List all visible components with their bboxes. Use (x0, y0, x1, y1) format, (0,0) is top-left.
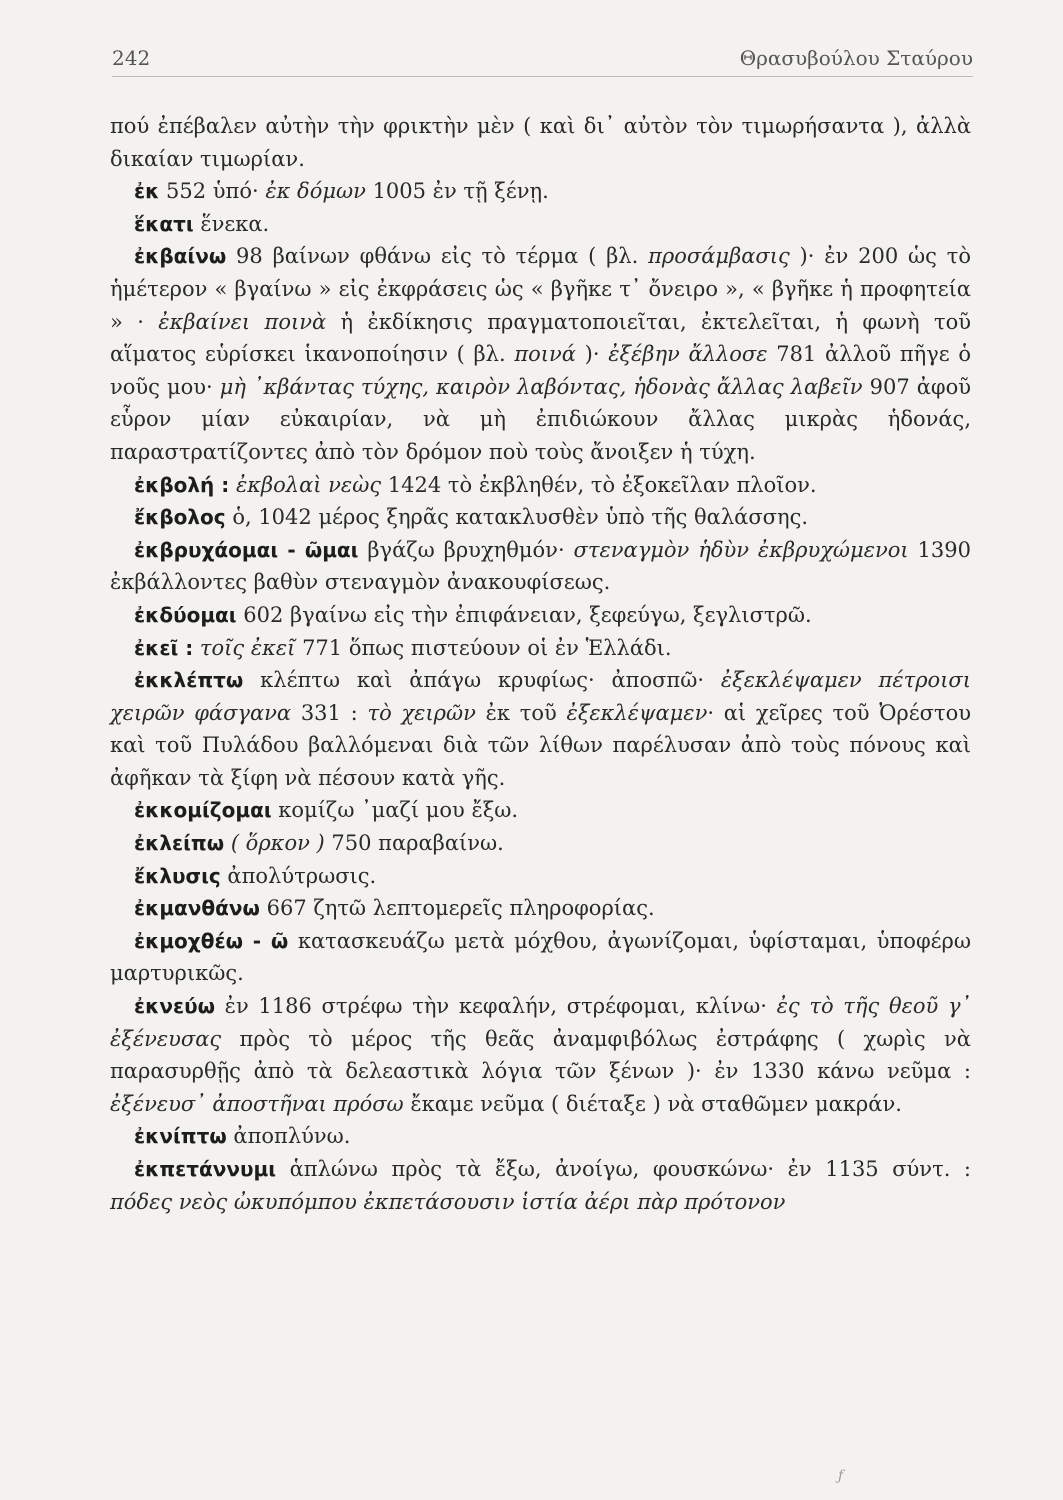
entry-ekei (110, 632, 971, 665)
entry-eknipto (110, 1120, 971, 1153)
entry-text: πρὸς τὸ μέρος τῆς θεᾶς ἀναμφιβόλως ἐστράφης ( χωρὶς νὰ παρασυρθῇς ἀπὸ τὰ δελεαστικὰ λόγια τῶν ξένων )· ἐν 1330 κάνω νεῦμα : (110, 1026, 971, 1084)
headword: ἐκβαίνω (134, 244, 227, 269)
page-number: 242 (112, 46, 151, 70)
entry-ekbaino (110, 240, 971, 468)
entry-text: ἐκ τοῦ (475, 700, 567, 725)
quotation: ποινά (514, 342, 576, 367)
quotation: ἐκ δόμων (265, 179, 366, 204)
entry-text: 1390 ἐκβάλλοντες βαθὺν στεναγμὸν ἀνακουφίσεως. (110, 537, 971, 595)
entry-text: ἔκαμε νεῦμα ( διέταξε ) νὰ σταθῶμεν μακράν. (403, 1091, 902, 1116)
entry-ekbole (110, 469, 971, 502)
quotation: ἐς τὸ τῆς θεοῦ γ᾽ ἐξένευσας (110, 994, 971, 1051)
headword: ἔκβολος (134, 505, 226, 530)
quotation: ἐξεκλέψαμεν πέτροισι χειρῶν φάσγανα (110, 668, 971, 725)
entry-text: )· (575, 342, 609, 367)
entry-text: ἀπολύτρωσις. (220, 863, 377, 888)
headword: ἐκλείπω (134, 831, 225, 856)
quotation: τοῖς ἐκεῖ (193, 635, 296, 660)
headword: ἐκνίπτω (134, 1124, 227, 1149)
text-line: ἀλλὰ δικαίαν τιμωρίαν. (110, 114, 971, 171)
headword: ἕκατι (134, 211, 194, 236)
quotation: πόδες νεὸς ὠκυπόμπου ἐκπετάσουσιν ἱστία ἀέρι πὰρ πρότονον (110, 1189, 786, 1214)
entry-text: ἐν 1186 στρέφω τὴν κεφαλήν, στρέφομαι, κλίνω· (215, 994, 777, 1019)
headword: ἐκβολή : (134, 472, 230, 497)
entry-text: 667 ζητῶ λεπτομερεῖς πληροφορίας. (259, 896, 655, 921)
headword: ἐκκομίζομαι (134, 798, 272, 823)
entry-ekdyomai (110, 599, 971, 632)
headword: ἐκμοχθέω - ῶ (134, 928, 289, 953)
entry-text: ἀποπλύνω. (226, 1124, 351, 1149)
entry-ekati (110, 208, 971, 241)
entry-ekleipo (110, 827, 971, 860)
entry-ekpetannymi (110, 1153, 971, 1218)
entry-text: 98 βαίνων φθάνω εἰς τὸ τέρμα ( βλ. (226, 244, 649, 269)
entry-text: 771 ὅπως πιστεύουν οἱ ἐν Ἑλλάδι. (295, 635, 672, 660)
quotation: τὸ χειρῶν (367, 700, 476, 725)
entry-text: κατασκευάζω μετὰ μόχθου, ἀγωνίζομαι, ὑφίσταμαι, ὑποφέρω μαρτυρικῶς. (110, 928, 971, 986)
entry-text: κομίζω ᾽μαζί μου ἔξω. (271, 798, 519, 823)
headword: ἐκεῖ : (134, 635, 194, 660)
entry-text: 331 : (291, 700, 368, 725)
quotation: ἐξέβην ἄλλοσε (608, 342, 768, 367)
entry-text: 602 βγαίνω εἰς τὴν ἐπιφάνειαν, ξεφεύγω, ξεγλιστρῶ. (236, 602, 812, 627)
entry-eklysis (110, 860, 971, 893)
entry-ek (110, 175, 971, 208)
quotation: ( ὅρκον ) (224, 831, 325, 856)
entry-text: 907 ἀφοῦ εὗρον μίαν εὐκαιρίαν, νὰ μὴ ἐπιδιώκουν ἄλλας μικρὰς ἡδονάς, παραστρατίζοντες ἀπὸ τὸν δρόμον ποὺ τοὺς ἄνοιξεν ἡ τύχη. (110, 374, 971, 464)
entry-text: 1424 τὸ ἐκβληθέν, τὸ ἐξοκεῖλαν πλοῖον. (381, 472, 817, 497)
entry-ekkomizomai (110, 794, 971, 827)
quotation: ἐκβολαὶ νεὼς (229, 472, 382, 497)
headword: ἐκπετάννυμι (134, 1157, 277, 1181)
entry-text: 781 ἀλλοῦ πῆγε ὁ νοῦς μου· (110, 342, 971, 399)
entry-text: ἡ ἐκδίκησις πραγματοποιεῖται, ἐκτελεῖται, ἡ φωνὴ τοῦ αἵματος εὑρίσκει ἱκανοποίησιν ( βλ. (110, 309, 971, 367)
page-header (112, 40, 973, 77)
text-line: πού ἐπέβαλεν αὐτὴν τὴν φρικτὴν μὲν ( καὶ δι᾽ αὐτὸν τὸν τιμωρήσαντα ), (110, 114, 908, 138)
continuation-paragraph (110, 110, 971, 175)
headword: ἐκ (134, 179, 160, 204)
quotation: ἐξεκλέψαμεν (566, 700, 708, 725)
headword: ἔκλυσις (134, 863, 221, 888)
entry-text: ἕνεκα. (193, 211, 270, 236)
entry-text: κλέπτω καὶ ἀπάγω κρυφίως· ἀποσπῶ· (243, 668, 721, 693)
entry-text: 750 παραβαίνω. (324, 831, 504, 856)
entry-ekmochtheo (110, 925, 971, 990)
entry-ekbolos (110, 501, 971, 534)
headword: ἐκνεύω (134, 994, 215, 1019)
entry-text: 552 ὑπό· (159, 179, 266, 204)
entry-text: ὁ, 1042 μέρος ξηρᾶς κατακλυσθὲν ὑπὸ τῆς θαλάσσης. (225, 505, 809, 530)
entry-ekklepto (110, 664, 971, 794)
quotation: ἐξένευσ᾽ ἀποστῆναι πρόσω (110, 1091, 404, 1116)
entry-text: )· ἐν 200 ὡς τὸ ἡμέτερον « βγαίνω » εἰς ἐκφράσεις ὡς « βγῆκε τ᾽ ὄνειρο », « βγῆκε ἡ προφητεία » · (110, 244, 971, 334)
headword: ἐκμανθάνω (134, 896, 260, 921)
headword: ἐκβρυχάομαι - ῶμαι (134, 537, 359, 562)
entry-ekneuo (110, 990, 971, 1120)
running-title: Θρασυβούλου Σταύρου (739, 46, 973, 70)
quotation: μὴ ᾽κβάντας τύχης, καιρὸν λαβόντας, ἡδονὰς ἄλλας λαβεῖν (219, 374, 863, 399)
headword: ἐκκλέπτω (134, 668, 244, 693)
page-body (110, 110, 971, 1218)
entry-text: · αἱ χεῖρες τοῦ Ὀρέστου καὶ τοῦ Πυλάδου βαλλόμεναι διὰ τῶν λίθων παρέλυσαν ἀπὸ τοὺς πόνους καὶ ἀφῆκαν τὰ ξίφη νὰ πέσουν κατὰ γῆς. (110, 700, 972, 790)
entry-ekmanthano (110, 892, 971, 925)
entry-text: 1005 ἐν τῇ ξένῃ. (365, 179, 549, 204)
quotation: προσάμβασις (648, 244, 790, 269)
quotation: στεναγμὸν ἡδὺν ἐκβρυχώμενοι (573, 537, 909, 562)
entry-text: βγάζω βρυχηθμόν· (358, 537, 574, 562)
quotation: ἐκβαίνει ποινὰ (158, 309, 327, 334)
entry-text: ἁπλώνω πρὸς τὰ ἔξω, ἀνοίγω, φουσκώνω· ἐν 1135 σύντ. : (276, 1157, 971, 1181)
ink-mark: ƒ (838, 1468, 844, 1484)
entry-ekbrychaomai (110, 534, 971, 599)
headword: ἐκδύομαι (134, 602, 237, 627)
